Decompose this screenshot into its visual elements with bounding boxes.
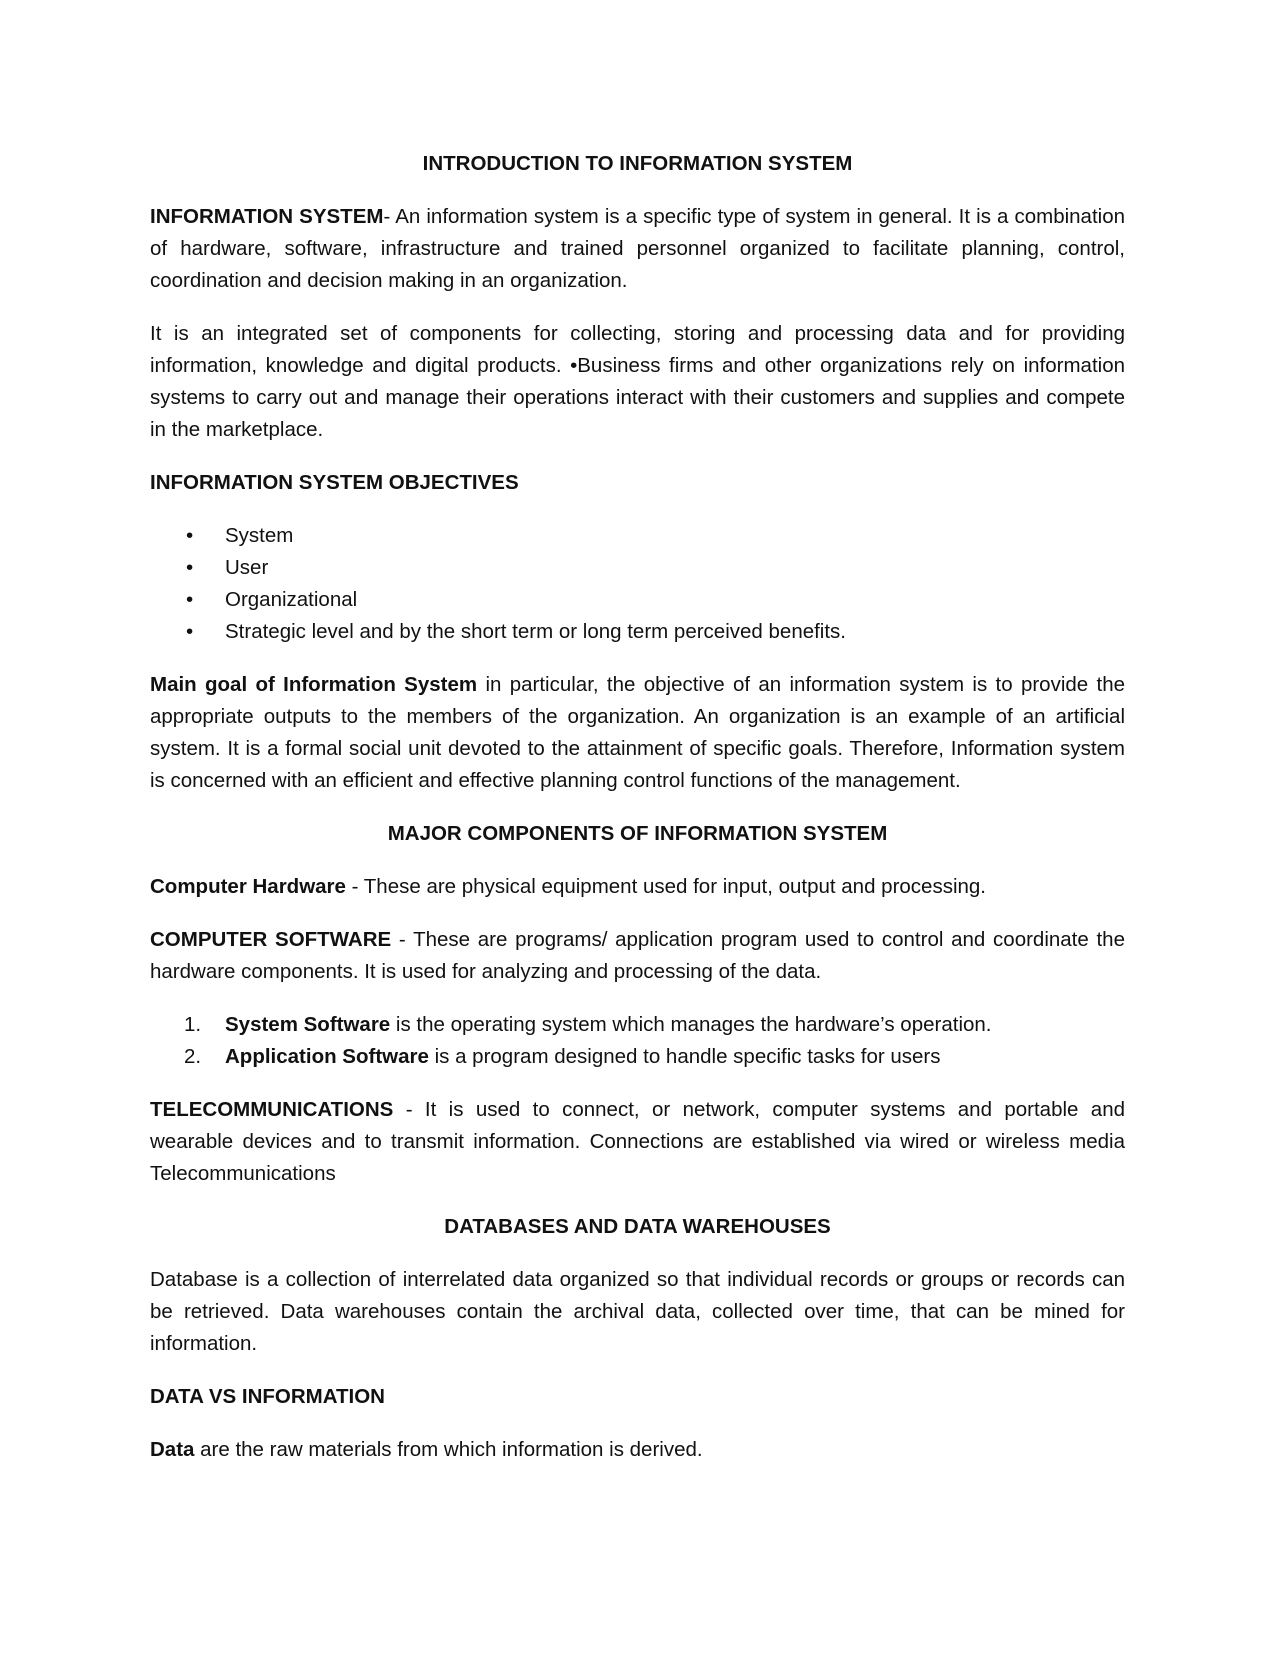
document-body (150, 148, 1125, 1487)
components-heading: MAJOR COMPONENTS OF INFORMATION SYSTEM (387, 822, 888, 845)
paragraph-text: - These are programs/ application program used to control and coordinate the hardware components. It is used for analyzing and processing of the data. (150, 928, 1125, 983)
term-system-software: System Software (225, 1013, 391, 1036)
bullet-icon: • (186, 620, 194, 643)
list-item (150, 1009, 1125, 1041)
document-title: INTRODUCTION TO INFORMATION SYSTEM (422, 152, 853, 175)
paragraph-telecommunications (150, 1094, 1125, 1190)
list-item (150, 520, 1125, 552)
term-telecommunications: TELECOMMUNICATIONS (150, 1098, 394, 1121)
list-number: 1. (184, 1013, 202, 1036)
paragraph-databases: Database is a collection of interrelated data organized so that individual records or groups or records can be retrieved. Data warehouses contain the archival data, collected over time, that can be mined for information. (150, 1268, 1125, 1355)
objectives-heading: INFORMATION SYSTEM OBJECTIVES (150, 471, 519, 494)
bullet-icon: • (186, 588, 194, 611)
list-item-text: User (225, 556, 269, 579)
software-list (150, 1009, 1125, 1073)
list-item-text: is the operating system which manages the hardware’s operation. (390, 1013, 992, 1036)
paragraph-software (150, 924, 1125, 988)
paragraph-data (150, 1434, 1125, 1466)
paragraph-text: in particular, the objective of an information system is to provide the appropriate outputs to the members of the organization. An organization is an example of an artificial system. It is a formal social unit devoted to the attainment of specific goals. Therefore, Information system is concerned with an efficient and effective planning control functions of the management. (150, 673, 1126, 792)
paragraph-hardware (150, 871, 1125, 903)
paragraph-text: - These are physical equipment used for input, output and processing. (345, 875, 987, 898)
list-item (150, 616, 1125, 648)
term-data: Data (150, 1438, 195, 1461)
paragraph-text: are the raw materials from which information is derived. (194, 1438, 703, 1461)
term-application-software: Application Software (225, 1045, 429, 1068)
term-software: COMPUTER SOFTWARE (150, 928, 392, 951)
term-hardware: Computer Hardware (150, 875, 346, 898)
bullet-icon: • (186, 556, 194, 579)
list-item-text: Strategic level and by the short term or long term perceived benefits. (225, 620, 847, 643)
data-vs-information-heading: DATA VS INFORMATION (150, 1385, 385, 1408)
list-item-text: is a program designed to handle specific tasks for users (428, 1045, 941, 1068)
list-item (150, 552, 1125, 584)
list-item (150, 1041, 1125, 1073)
objectives-list (150, 520, 1125, 648)
paragraph-integrated-set: It is an integrated set of components for collecting, storing and processing data and for providing information, knowledge and digital products. •Business firms and other organizations rely on information systems to carry out and manage their operations interact with their customers and supplies and compete in the marketplace. (150, 322, 1125, 441)
list-item-text: Organizational (225, 588, 358, 611)
paragraph-main-goal (150, 669, 1125, 797)
databases-heading: DATABASES AND DATA WAREHOUSES (444, 1215, 831, 1238)
paragraph-text: - An information system is a specific type of system in general. It is a combination of hardware, software, infrastructure and trained personnel organized to facilitate planning, control, coordination and decision making in an organization. (150, 205, 1125, 292)
paragraph-text: - It is used to connect, or network, computer systems and portable and wearable devices and to transmit information. Connections are established via wired or wireless media Telecommunications (150, 1098, 1125, 1185)
bullet-icon: • (186, 524, 194, 547)
list-item (150, 584, 1125, 616)
list-number: 2. (184, 1045, 202, 1068)
paragraph-information-system (150, 201, 1125, 297)
term-main-goal: Main goal of Information System (150, 673, 478, 696)
list-item-text: System (225, 524, 294, 547)
term-information-system: INFORMATION SYSTEM (150, 205, 384, 228)
